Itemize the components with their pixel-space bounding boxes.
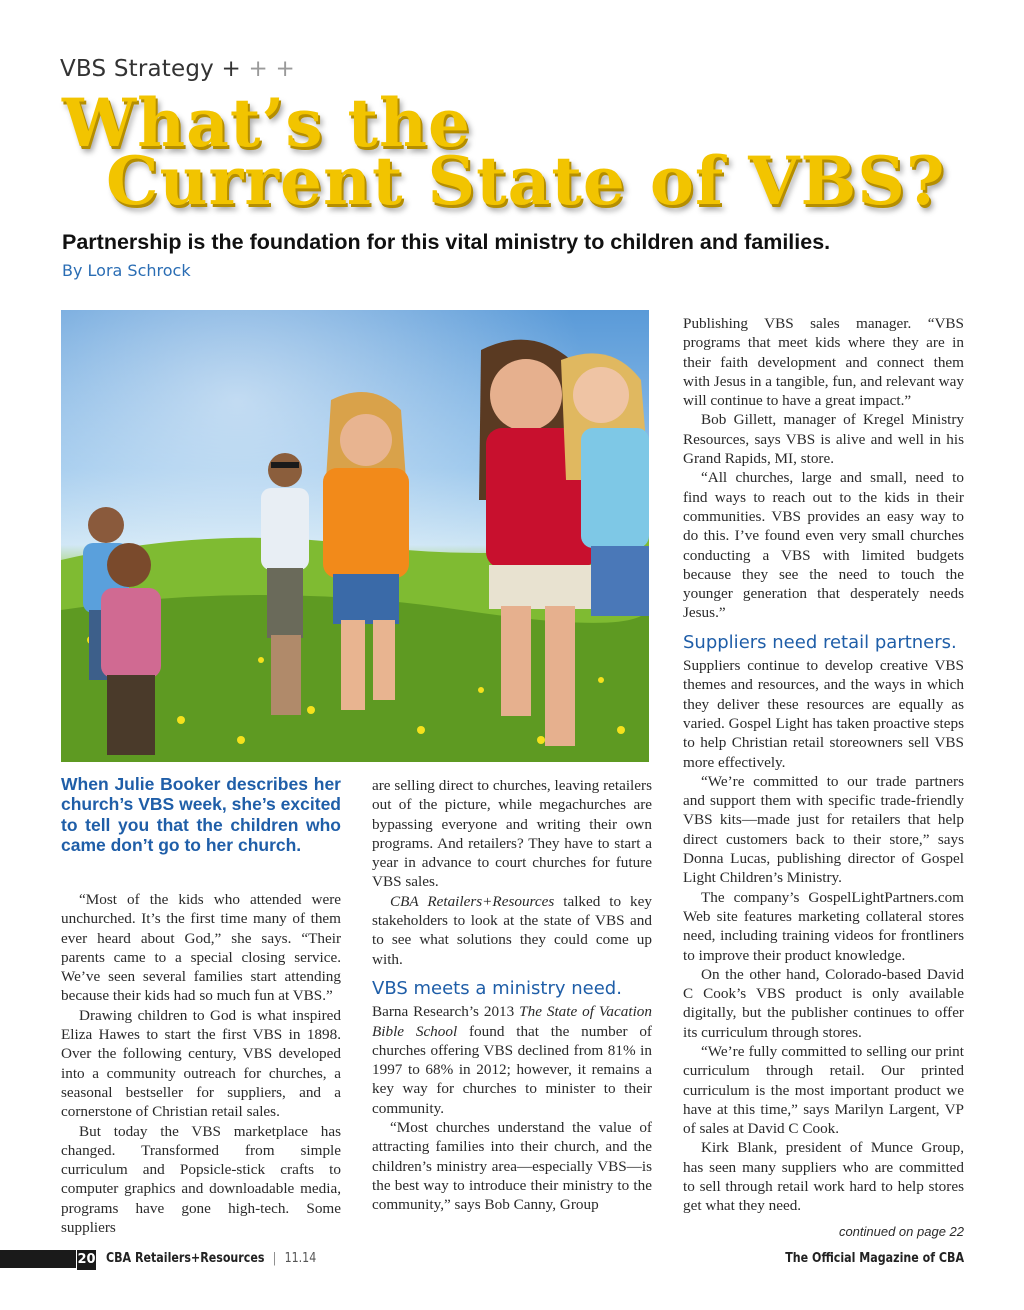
section-label bbox=[60, 56, 295, 82]
paragraph: “All churches, large and small, need to find ways to reach out to the kids in their communities. VBS provides an easy way to do this. I’ve found even very small churches conducting a VBS with limited budgets because they see the need to touch the younger generation that desperately needs Jesus.” bbox=[683, 469, 964, 622]
paragraph: Bob Gillett, manager of Kregel Ministry Resources, says VBS is alive and well in his Grand Rapids, MI, store. bbox=[683, 411, 964, 468]
section-name: VBS Strategy bbox=[60, 56, 214, 82]
headline-line-1: What’s the bbox=[62, 84, 471, 162]
plus-mark: + bbox=[221, 56, 241, 82]
paragraph-text: Barna Research’s 2013 bbox=[372, 1003, 520, 1021]
byline: By Lora Schrock bbox=[62, 261, 191, 280]
subhead-ministry-need: VBS meets a ministry need. bbox=[372, 977, 622, 999]
footer-separator: | bbox=[272, 1250, 277, 1266]
paragraph: Kirk Blank, president of Munce Group, has seen many suppliers who are committed to sell through retail work hard to help stores get what they need. bbox=[683, 1139, 964, 1215]
article-lede: When Julie Booker describes her church’s VBS week, she’s excited to tell you that the children who came don’t go to her church. bbox=[61, 774, 341, 856]
article-deck: Partnership is the foundation for this vital ministry to children and families. bbox=[62, 230, 831, 254]
plus-marks-light: + + bbox=[248, 56, 295, 82]
column-3 bbox=[683, 314, 964, 1241]
paragraph: Publishing VBS sales manager. “VBS programs that meet kids where they are in their faith development and connect them with Jesus in a tangible, fun, and relevant way will continue to have a great impact.” bbox=[683, 315, 964, 410]
subhead-retail-partners: Suppliers need retail partners. bbox=[683, 631, 957, 653]
paragraph-text: found that the number of churches offering VBS declined from 81% in 1997 to 68% in 2012; however, it remains a key way for churches to minister to their community. bbox=[372, 1022, 652, 1117]
page-number: 20 bbox=[77, 1250, 96, 1270]
footer-bar bbox=[0, 1250, 76, 1268]
footer-magazine bbox=[106, 1250, 316, 1266]
paragraph-text: talked to key stakeholders to look at the state of VBS and to see what solutions they could come up with. bbox=[372, 892, 652, 968]
paragraph: Suppliers continue to develop creative VBS themes and resources, and the ways in which they deliver these resources are equally as varied. Gospel Light has taken proactive steps to help Christian retail storeowners sell VBS more effectively. bbox=[683, 657, 964, 771]
paragraph: “We’re committed to our trade partners and support them with specific trade-friendly VBS kits—made just for retailers that help direct customers back to their store,” says Donna Lucas, publishing director of Gospel Light Children’s Ministry. bbox=[683, 772, 964, 887]
paragraph: The company’s GospelLightPartners.com Web site features marketing collateral stores need, including training videos for frontliners to improve their product knowledge. bbox=[683, 888, 964, 964]
magazine-name-italic: CBA Retailers+Resources bbox=[390, 892, 555, 910]
magazine-name: CBA Retailers+Resources bbox=[106, 1250, 265, 1266]
headline-line-2: Current State of VBS? bbox=[106, 142, 946, 220]
paragraph bbox=[372, 1002, 652, 1118]
footer-tagline: The Official Magazine of CBA bbox=[785, 1250, 964, 1266]
continued-note: continued on page 22 bbox=[838, 1223, 964, 1239]
paragraph: “Most churches understand the value of attracting families into their church, and the children’s ministry area—especially VBS—is the best way to introduce their ministry to the community,” says Bob Canny, Group bbox=[372, 1119, 652, 1214]
column-2 bbox=[372, 776, 652, 1215]
children-running-photo bbox=[61, 310, 649, 762]
report-title-italic: The State of Vacation Bible School bbox=[372, 1003, 652, 1040]
paragraph: are selling direct to churches, leaving retailers out of the picture, while megachurches are bypassing everyone and writing their own programs. And retailers? They have to start a year in advance to court churches for future VBS sales. bbox=[372, 777, 652, 891]
paragraph: “We’re fully committed to selling our print curriculum through retail. Our printed curriculum is the most important product we have at this time,” says Marilyn Largent, VP of sales at David C Cook. bbox=[683, 1042, 964, 1138]
paragraph bbox=[372, 892, 652, 969]
issue-date: 11.14 bbox=[284, 1250, 317, 1266]
paragraph: But today the VBS marketplace has changed. Transformed from simple curriculum and Popsicle-stick crafts to computer graphics and downloadable media, programs have gone high-tech. Some suppliers bbox=[61, 1122, 341, 1237]
column-1 bbox=[61, 890, 341, 1237]
photo-illustration bbox=[61, 310, 649, 762]
paragraph: On the other hand, Colorado-based David C Cook’s VBS product is only available digitally, but the publisher continues to offer its curriculum through stores. bbox=[683, 965, 964, 1041]
paragraph: Drawing children to God is what inspired Eliza Hawes to start the first VBS in 1898. Over the following century, VBS developed into a community outreach for churches, a seasonal bestseller for suppliers, and a cornerstone of Christian retail sales. bbox=[61, 1006, 341, 1121]
paragraph: “Most of the kids who attended were unchurched. It’s the first time many of them ever heard about God,” she says. “Their parents came to a special closing service. We’ve seen several families start attending because their kids had so much fun at VBS.” bbox=[61, 891, 341, 1005]
